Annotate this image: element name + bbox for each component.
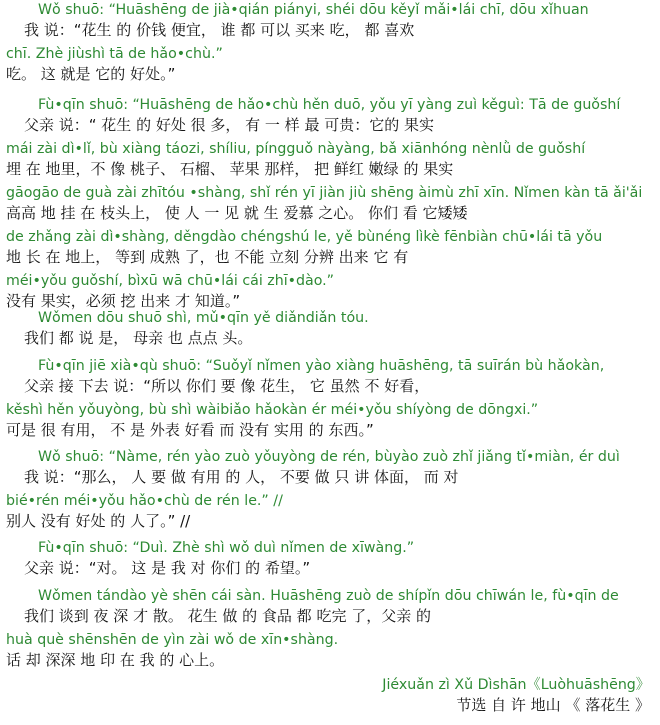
text-line [0, 675, 660, 719]
pinyin-line: chī. Zhè jiùshì tā de hǎo•chù.” [6, 46, 223, 62]
text-line [0, 308, 660, 352]
pinyin-line: huà què shēnshēn de yìn zài wǒ de xīn•shàng. [6, 632, 339, 648]
paragraph [0, 586, 660, 674]
hanzi-line: 父亲 说：“对。 这 是 我 对 你们 的 希望。” [24, 559, 311, 577]
text-line [0, 630, 660, 674]
pinyin-line: Wǒmen dōu shuō shì, mǔ•qīn yě diǎndiǎn tóu. [38, 310, 369, 326]
hanzi-line: 我 说：“花生 的 价钱 便宜， 谁 都 可以 买来 吃， 都 喜欢 [24, 21, 415, 39]
hanzi-line: 我 说：“那么， 人 要 做 有用 的 人， 不要 做 只 讲 体面， 而 对 [24, 468, 459, 486]
text-line [0, 447, 660, 491]
text-line [0, 586, 660, 630]
text-line [0, 95, 660, 139]
source-citation [0, 675, 660, 719]
hanzi-line: 话 却 深深 地 印 在 我 的 心上。 [6, 651, 225, 669]
pinyin-line: Fù•qīn shuō: “Duì. Zhè shì wǒ duì nǐmen de xīwàng.” [38, 540, 415, 556]
hanzi-line: 父亲 说：“ 花生 的 好处 很 多， 有 一 样 最 可贵：它的 果实 [24, 116, 434, 134]
text-line [0, 44, 660, 88]
hanzi-line: 我们 谈到 夜 深 才 散。 花生 做 的 食品 都 吃完 了，父亲 的 [24, 607, 431, 625]
hanzi-line: 埋 在 地里，不 像 桃子、 石榴、 苹果 那样， 把 鲜红 嫩绿 的 果实 [6, 160, 454, 178]
paragraph [0, 538, 660, 582]
pinyin-line: kěshì hěn yǒuyòng, bù shì wàibiǎo hǎokàn ér méi•yǒu shíyòng de dōngxi.” [6, 402, 539, 418]
source-hanzi: 节选 自 许 地山 《 落花生 》 [456, 696, 650, 714]
pinyin-line: Fù•qīn jiē xià•qù shuō: “Suǒyǐ nǐmen yào xiàng huāshēng, tā suīrán bù hǎokàn, [38, 358, 605, 374]
text-line [0, 227, 660, 271]
pinyin-line: Fù•qīn shuō: “Huāshēng de hǎo•chù hěn duō, yǒu yī yàng zuì kěguì: Tā de guǒshí [38, 97, 621, 113]
text-line [0, 400, 660, 444]
pinyin-line: mái zài dì•lǐ, bù xiàng táozi, shíliu, píngguǒ nàyàng, bǎ xiānhóng nènlǜ de guǒshí [6, 141, 586, 157]
paragraph [0, 0, 660, 88]
text-line [0, 139, 660, 183]
text-line [0, 183, 660, 227]
hanzi-line: 没有 果实，必须 挖 出来 才 知道。” [6, 292, 241, 310]
pinyin-line: méi•yǒu guǒshí, bìxū wā chū•lái cái zhī•dào.” [6, 273, 335, 289]
hanzi-line: 高高 地 挂 在 枝头上， 使 人 一 见 就 生 爱慕 之心。 你们 看 它矮矮 [6, 204, 468, 222]
text-line [0, 0, 660, 44]
hanzi-line: 父亲 接 下去 说：“所以 你们 要 像 花生， 它 虽然 不 好看， [24, 377, 430, 395]
hanzi-line: 吃。 这 就是 它的 好处。” [6, 65, 176, 83]
pinyin-line: Wǒmen tándào yè shēn cái sàn. Huāshēng zuò de shípǐn dōu chīwán le, fù•qīn de [38, 588, 619, 604]
text-line [0, 491, 660, 535]
paragraph [0, 308, 660, 352]
source-pinyin: Jiéxuǎn zì Xǔ Dìshān《Luòhuāshēng》 [382, 677, 650, 693]
pinyin-line: Wǒ shuō: “Huāshēng de jià•qián piányi, shéi dōu kěyǐ mǎi•lái chī, dōu xǐhuan [38, 2, 589, 18]
hanzi-line: 地 长 在 地上， 等到 成熟 了，也 不能 立刻 分辨 出来 它 有 [6, 248, 409, 266]
hanzi-line: 我们 都 说 是， 母亲 也 点点 头。 [24, 329, 253, 347]
paragraph [0, 447, 660, 535]
hanzi-line: 可是 很 有用， 不 是 外表 好看 而 没有 实用 的 东西。” [6, 421, 374, 439]
hanzi-line: 别人 没有 好处 的 人了。” // [6, 512, 191, 530]
pinyin-line: Wǒ shuō: “Nàme, rén yào zuò yǒuyòng de rén, bùyào zuò zhǐ jiǎng tǐ•miàn, ér duì [38, 449, 620, 465]
text-line [0, 538, 660, 582]
paragraph [0, 356, 660, 444]
pinyin-line: bié•rén méi•yǒu hǎo•chù de rén le.” // [6, 493, 283, 509]
paragraph [0, 95, 660, 315]
pinyin-line: de zhǎng zài dì•shàng, děngdào chéngshú le, yě bùnéng lìkè fēnbiàn chū•lái tā yǒu [6, 229, 603, 245]
text-line [0, 356, 660, 400]
pinyin-line: gāogāo de guà zài zhītóu •shàng, shǐ rén yī jiàn jiù shēng àimù zhī xīn. Nǐmen kàn tā ǎi'ǎi [6, 185, 643, 201]
